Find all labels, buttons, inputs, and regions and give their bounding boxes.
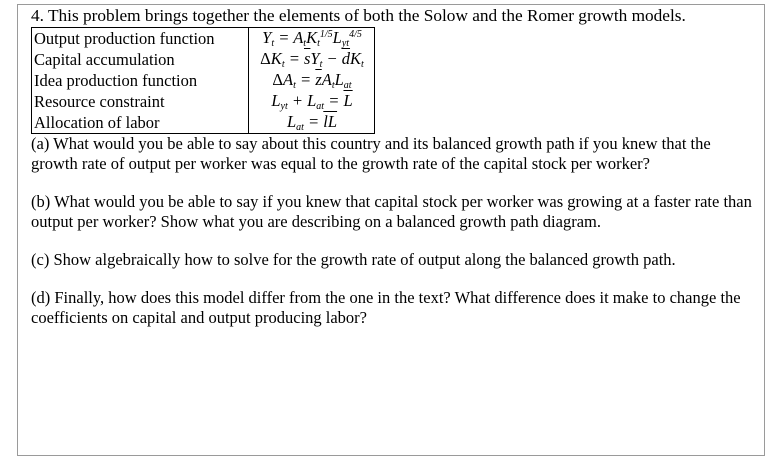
table-row <box>32 49 375 70</box>
problem-content <box>31 4 761 328</box>
row-label-allocation: Allocation of labor <box>32 112 249 134</box>
row-label-ideas: Idea production function <box>32 70 249 91</box>
equation-resource-constraint: $L_{yt} + L_{at} = \overline{L}$ <box>249 91 375 112</box>
problem-heading: 4. This problem brings together the elements of both the Solow and the Romer growth models. <box>31 6 686 25</box>
table-row <box>32 28 375 50</box>
table-row <box>32 112 375 134</box>
table-row <box>32 70 375 91</box>
equation-output-production: $Y_t = A_tK_t^{1/5}L_{yt}^{4/5}$ <box>249 28 375 50</box>
table-row <box>32 91 375 112</box>
model-equations-table <box>31 27 375 134</box>
equation-idea-production: $\Delta A_t = \overline{z}A_tL_{at}$ <box>249 70 375 91</box>
equation-capital-accumulation: $\Delta K_t = \overline{s}Y_t - \overline{d}K_t$ <box>249 49 375 70</box>
question-b: (b) What would you be able to say if you knew that capital stock per worker was growing at a faster rate than output per worker? Show what you are describing on a balanced growth path diagram. <box>31 192 752 231</box>
question-c: (c) Show algebraically how to solve for the growth rate of output along the balanced growth path. <box>31 250 676 269</box>
question-a: (a) What would you be able to say about this country and its balanced growth path if you knew that the growth rate of output per worker was equal to the growth rate of the capital stock per worker? <box>31 134 711 173</box>
question-d: (d) Finally, how does this model differ from the one in the text? What difference does it make to change the coefficients on capital and output producing labor? <box>31 288 741 327</box>
row-label-output: Output production function <box>32 28 249 50</box>
row-label-capital: Capital accumulation <box>32 49 249 70</box>
row-label-resource: Resource constraint <box>32 91 249 112</box>
equation-labor-allocation: $L_{at} = \overline{lL}$ <box>249 112 375 134</box>
